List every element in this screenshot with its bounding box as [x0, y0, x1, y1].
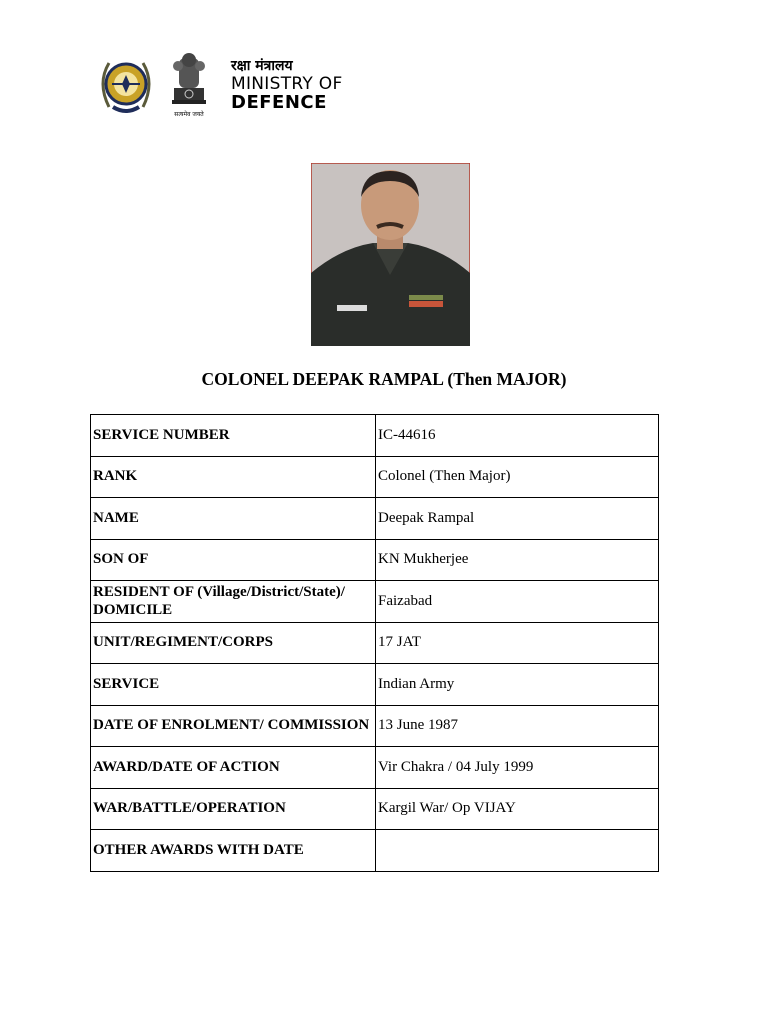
officer-photo — [311, 163, 470, 346]
row-label: AWARD/DATE OF ACTION — [91, 747, 376, 789]
row-label: DATE OF ENROLMENT/ COMMISSION — [91, 705, 376, 747]
page-title: COLONEL DEEPAK RAMPAL (Then MAJOR) — [201, 369, 567, 389]
defence-emblem-icon — [95, 53, 157, 119]
table-row — [91, 747, 659, 789]
table-row — [91, 581, 659, 623]
row-value: 17 JAT — [376, 622, 659, 664]
table-row — [91, 788, 659, 830]
row-value: Faizabad — [376, 581, 659, 623]
row-value — [376, 830, 659, 872]
service-record-table — [90, 414, 659, 872]
table-row — [91, 705, 659, 747]
row-value: IC-44616 — [376, 415, 659, 457]
row-value: 13 June 1987 — [376, 705, 659, 747]
table-row — [91, 539, 659, 581]
ministry-header — [95, 50, 343, 122]
row-label: UNIT/REGIMENT/CORPS — [91, 622, 376, 664]
ministry-wordmark — [231, 59, 343, 112]
row-value: Vir Chakra / 04 July 1999 — [376, 747, 659, 789]
row-value: Kargil War/ Op VIJAY — [376, 788, 659, 830]
row-label: RANK — [91, 456, 376, 498]
ministry-of-text: MINISTRY OF — [231, 73, 343, 94]
table-row — [91, 456, 659, 498]
row-value: Indian Army — [376, 664, 659, 706]
row-label: SERVICE — [91, 664, 376, 706]
defence-text: DEFENCE — [231, 91, 327, 113]
row-value: KN Mukherjee — [376, 539, 659, 581]
ministry-hindi-name: रक्षा मंत्रालय — [231, 58, 293, 75]
table-row — [91, 498, 659, 540]
row-label: OTHER AWARDS WITH DATE — [91, 830, 376, 872]
row-label: RESIDENT OF (Village/District/State)/ DOMICILE — [91, 581, 376, 623]
row-label: NAME — [91, 498, 376, 540]
table-row — [91, 415, 659, 457]
ashoka-emblem-icon — [165, 50, 213, 122]
motto-text: सत्यमेव जयते — [174, 111, 204, 118]
table-row — [91, 664, 659, 706]
table-row — [91, 830, 659, 872]
table-row — [91, 622, 659, 664]
row-label: WAR/BATTLE/OPERATION — [91, 788, 376, 830]
row-value: Colonel (Then Major) — [376, 456, 659, 498]
row-label: SERVICE NUMBER — [91, 415, 376, 457]
row-value: Deepak Rampal — [376, 498, 659, 540]
row-label: SON OF — [91, 539, 376, 581]
